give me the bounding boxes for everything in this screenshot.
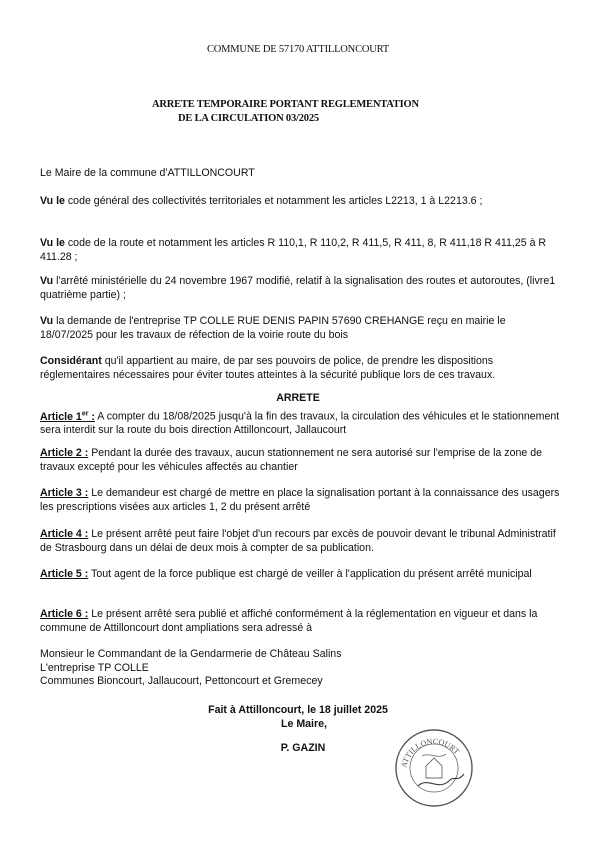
- mairie-seal-stamp: [392, 726, 476, 810]
- consideration-lead: Considérant: [40, 355, 102, 367]
- article-label: Article 3 :: [40, 487, 89, 499]
- title-line-2: DE LA CIRCULATION 03/2025: [178, 113, 319, 124]
- article-text: Tout agent de la force publique est chargé de veiller à l'application du présent arrêté municipal: [88, 568, 532, 580]
- article-label: Article 2 :: [40, 447, 89, 459]
- article-label: [40, 411, 95, 423]
- article-label-text: Article 1: [40, 410, 82, 423]
- article-3: [40, 487, 560, 514]
- consideration-text: code général des collectivités territoriales et notamment les articles L2213, 1 à L2213.6 ;: [64, 195, 483, 207]
- arrete-heading: ARRETE: [276, 392, 320, 404]
- intro-line: Le Maire de la commune d'ATTILLONCOURT: [40, 167, 255, 179]
- article-text: Le demandeur est chargé de mettre en place la signalisation portant à la connaissance des usagers les prescriptions visées aux articles 1, 2 du présent arrêté: [40, 487, 560, 513]
- arrete-title: [152, 98, 419, 126]
- consideration-1: [40, 195, 560, 209]
- article-text: Le présent arrêté sera publié et affiché conformément à la réglementation en vigueur et dans la commune de Attilloncourt dont ampliations sera adressé à: [40, 608, 538, 634]
- article-label: Article 6 :: [40, 608, 89, 620]
- recipients-list: [40, 648, 560, 689]
- consideration-text: qu'il appartient au maire, de par ses pouvoirs de police, de prendre les dispositions réglementaires nécessaires pour éviter toutes atteintes à la sécurité publique lors de ces travaux.: [40, 355, 496, 381]
- consideration-lead: Vu: [40, 315, 54, 327]
- place-date: Fait à Attilloncourt, le 18 juillet 2025: [208, 704, 388, 716]
- article-text: Le présent arrêté peut faire l'objet d'un recours par excès de pouvoir devant le tribunal Administratif de Strasbourg dans un délai de deux mois à compter de sa publication.: [40, 528, 556, 554]
- title-line-1: ARRETE TEMPORAIRE PORTANT REGLEMENTATION: [152, 99, 419, 110]
- consideration-lead: Vu le: [40, 237, 65, 249]
- article-text: A compter du 18/08/2025 jusqu'à la fin des travaux, la circulation des véhicules et le stationnement sera interdit sur la route du bois direction Attilloncourt, Jallaucourt: [40, 410, 560, 437]
- consideration-text: la demande de l'entreprise TP COLLE RUE DENIS PAPIN 57690 CREHANGE reçu en mairie le 18/07/2025 pour les travaux de réfection de la voirie route du bois: [40, 315, 506, 341]
- article-2: [40, 447, 560, 474]
- article-label: Article 4 :: [40, 528, 89, 540]
- recipient-item: Monsieur le Commandant de la Gendarmerie de Château Salins: [40, 648, 342, 660]
- article-6: [40, 608, 560, 635]
- article-4: [40, 528, 560, 555]
- recipient-item: L'entreprise TP COLLE: [40, 661, 149, 674]
- article-label-sup: er: [81, 410, 89, 417]
- signatory-name: P. GAZIN: [280, 742, 326, 754]
- article-text: Pendant la durée des travaux, aucun stationnement ne sera autorisé sur l'emprise de la zone de travaux excepté pour les véhicules affectés au chantier: [40, 447, 542, 473]
- consideration-text: l'arrêté ministérielle du 24 novembre 1967 modifié, relatif à la signalisation des routes et autoroutes, (livre1 quatrième partie) ;: [40, 275, 556, 301]
- consideration-2: [40, 237, 560, 264]
- consideration-lead: Vu le: [40, 195, 65, 207]
- article-1: [40, 407, 560, 438]
- consideration-lead: Vu: [40, 275, 54, 287]
- article-5: [40, 568, 560, 582]
- recipient-item: Communes Bioncourt, Jallaucourt, Pettoncourt et Gremecey: [40, 675, 323, 688]
- consideration-5: [40, 355, 560, 382]
- consideration-3: [40, 275, 560, 302]
- consideration-text: code de la route et notamment les articles R 110,1, R 110,2, R 411,5, R 411, 8, R 411,18 R 411,25 à R 411.28 ;: [40, 237, 547, 263]
- article-label-suffix: :: [88, 410, 95, 423]
- svg-text:ATTILLONCOURT: ATTILLONCOURT: [399, 736, 462, 769]
- signatory-role: Le Maire,: [281, 717, 327, 730]
- consideration-4: [40, 315, 560, 342]
- closing-block: [0, 704, 596, 731]
- article-label: Article 5 :: [40, 568, 89, 580]
- commune-header: COMMUNE DE 57170 ATTILLONCOURT: [206, 44, 390, 55]
